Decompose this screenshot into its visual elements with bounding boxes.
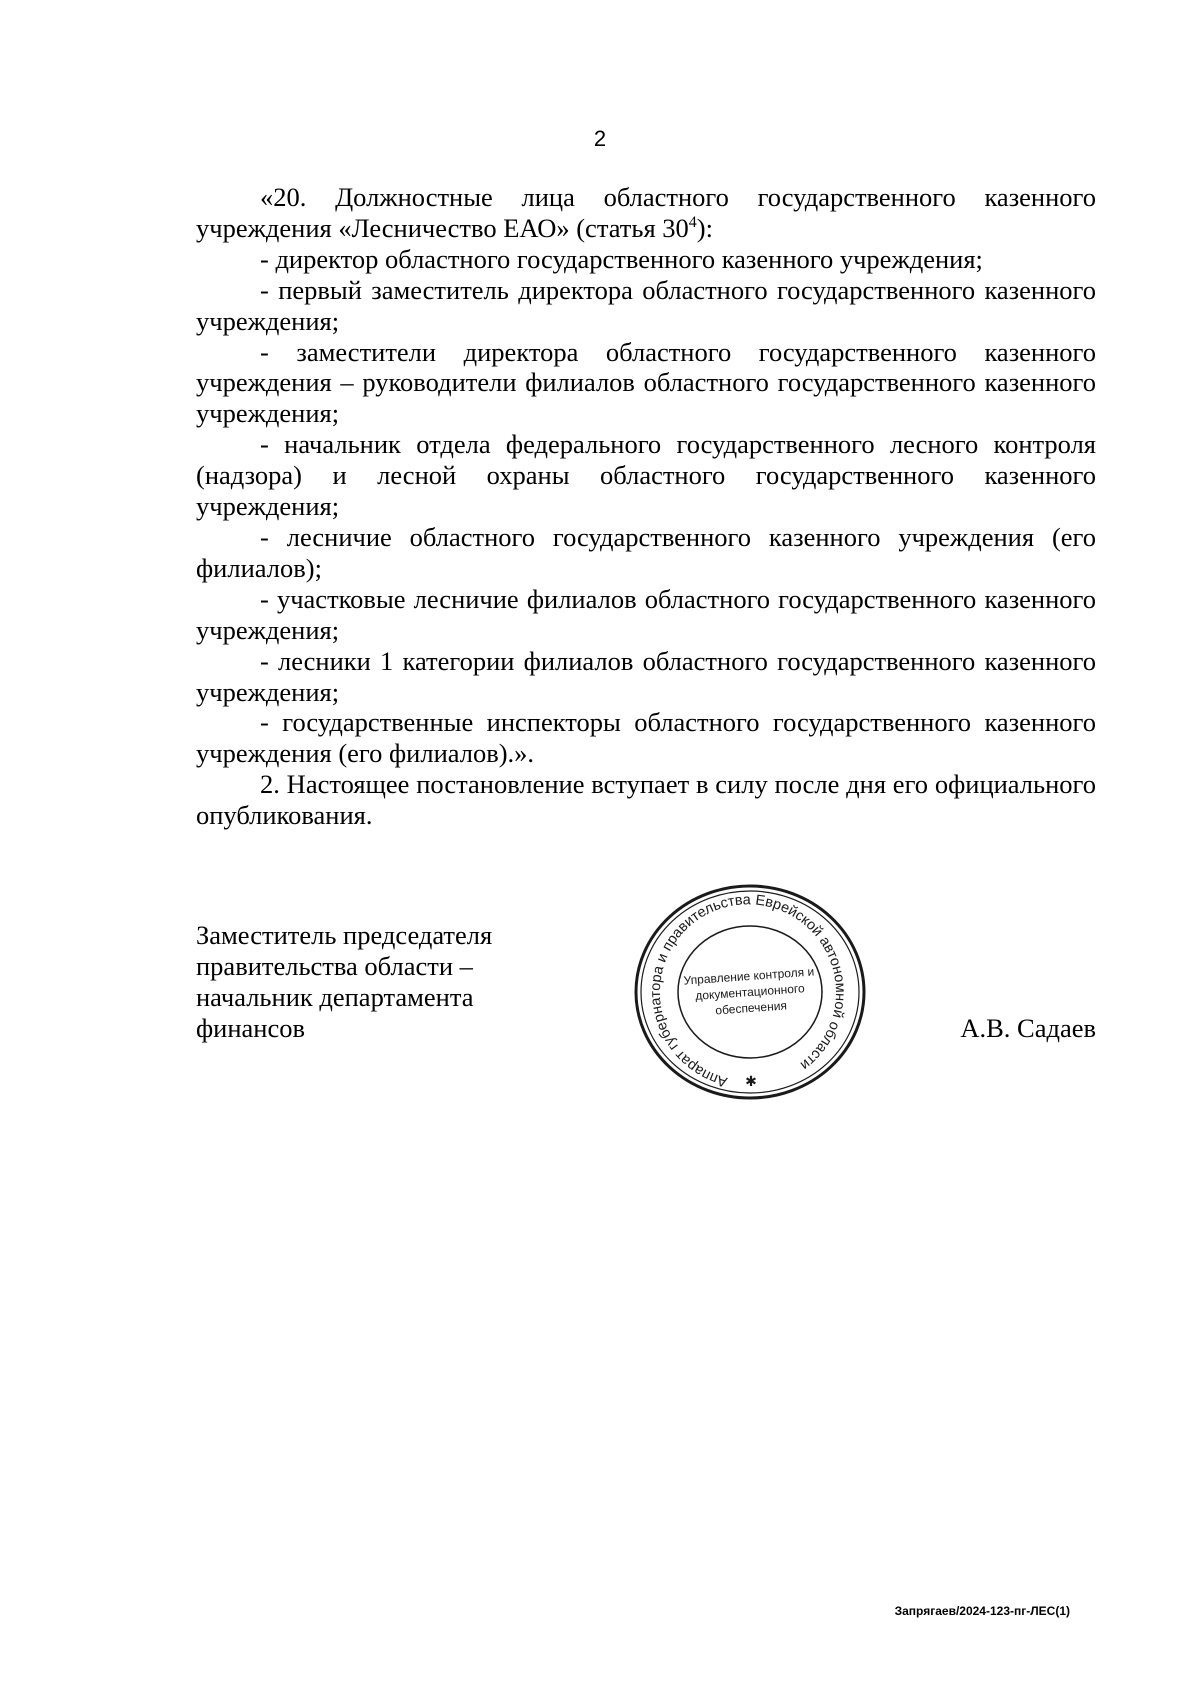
signatory-title: [196, 920, 556, 1044]
list-item-rangers: - лесники 1 категории филиалов областного государственного казенного учреждения;: [196, 645, 1096, 707]
list-item-first-deputy: - первый заместитель директора областного государственного казенного учреждения;: [196, 274, 1096, 336]
signatory-title-line: Заместитель председателя: [196, 920, 493, 950]
seal-graphic: [630, 880, 870, 1105]
list-item-inspectors: - государственные инспекторы областного государственного казенного учреждения (его филиалов).».: [196, 707, 1096, 769]
seal-inner-line: Управление контроля и: [683, 964, 815, 988]
paragraph-officials-heading: «20. Должностные лица областного государственного казенного учреждения «Лесничество ЕАО» (статья $30^4$):: [196, 182, 1096, 243]
article-superscript: 4: [688, 214, 697, 232]
official-seal: [630, 880, 870, 1105]
signatory-name: А.В. Садаев: [960, 1013, 1096, 1043]
list-item-foresters: - лесничие областного государственного казенного учреждения (его филиалов);: [196, 521, 1096, 583]
list-item-director: - директор областного государственного казенного учреждения;: [260, 243, 983, 274]
seal-star-icon: ✱: [745, 1073, 757, 1089]
paragraph-effective-date: 2. Настоящее постановление вступает в силу после дня его официального опубликования.: [196, 769, 1096, 831]
document-reference-code: Запрягаев/2024-123-пг-ЛЕС(1): [894, 1604, 1070, 1618]
seal-inner-line: обеспечения: [714, 998, 788, 1018]
list-item-deputies: - заместители директора областного государственного казенного учреждения – руководители филиалов областного государственного казенного учреждения;: [196, 336, 1096, 429]
seal-outer-text: Аппарат губернатора и правительства Еврейской автономной области: [647, 892, 849, 1090]
document-body: [196, 182, 1096, 831]
list-item-district-foresters: - участковые лесничие филиалов областного государственного казенного учреждения;: [196, 583, 1096, 645]
list-item-department-head: - начальник отдела федерального государственного лесного контроля (надзора) и лесной охраны областного государственного казенного учреждения;: [196, 429, 1096, 522]
signatory-title-line: правительства области –: [196, 950, 473, 981]
seal-inner-line: документационного: [694, 981, 806, 1003]
signatory-title-line: начальник департамента: [196, 981, 474, 1012]
signatory-title-line: финансов: [196, 1012, 306, 1043]
page-number: 2: [593, 126, 607, 151]
